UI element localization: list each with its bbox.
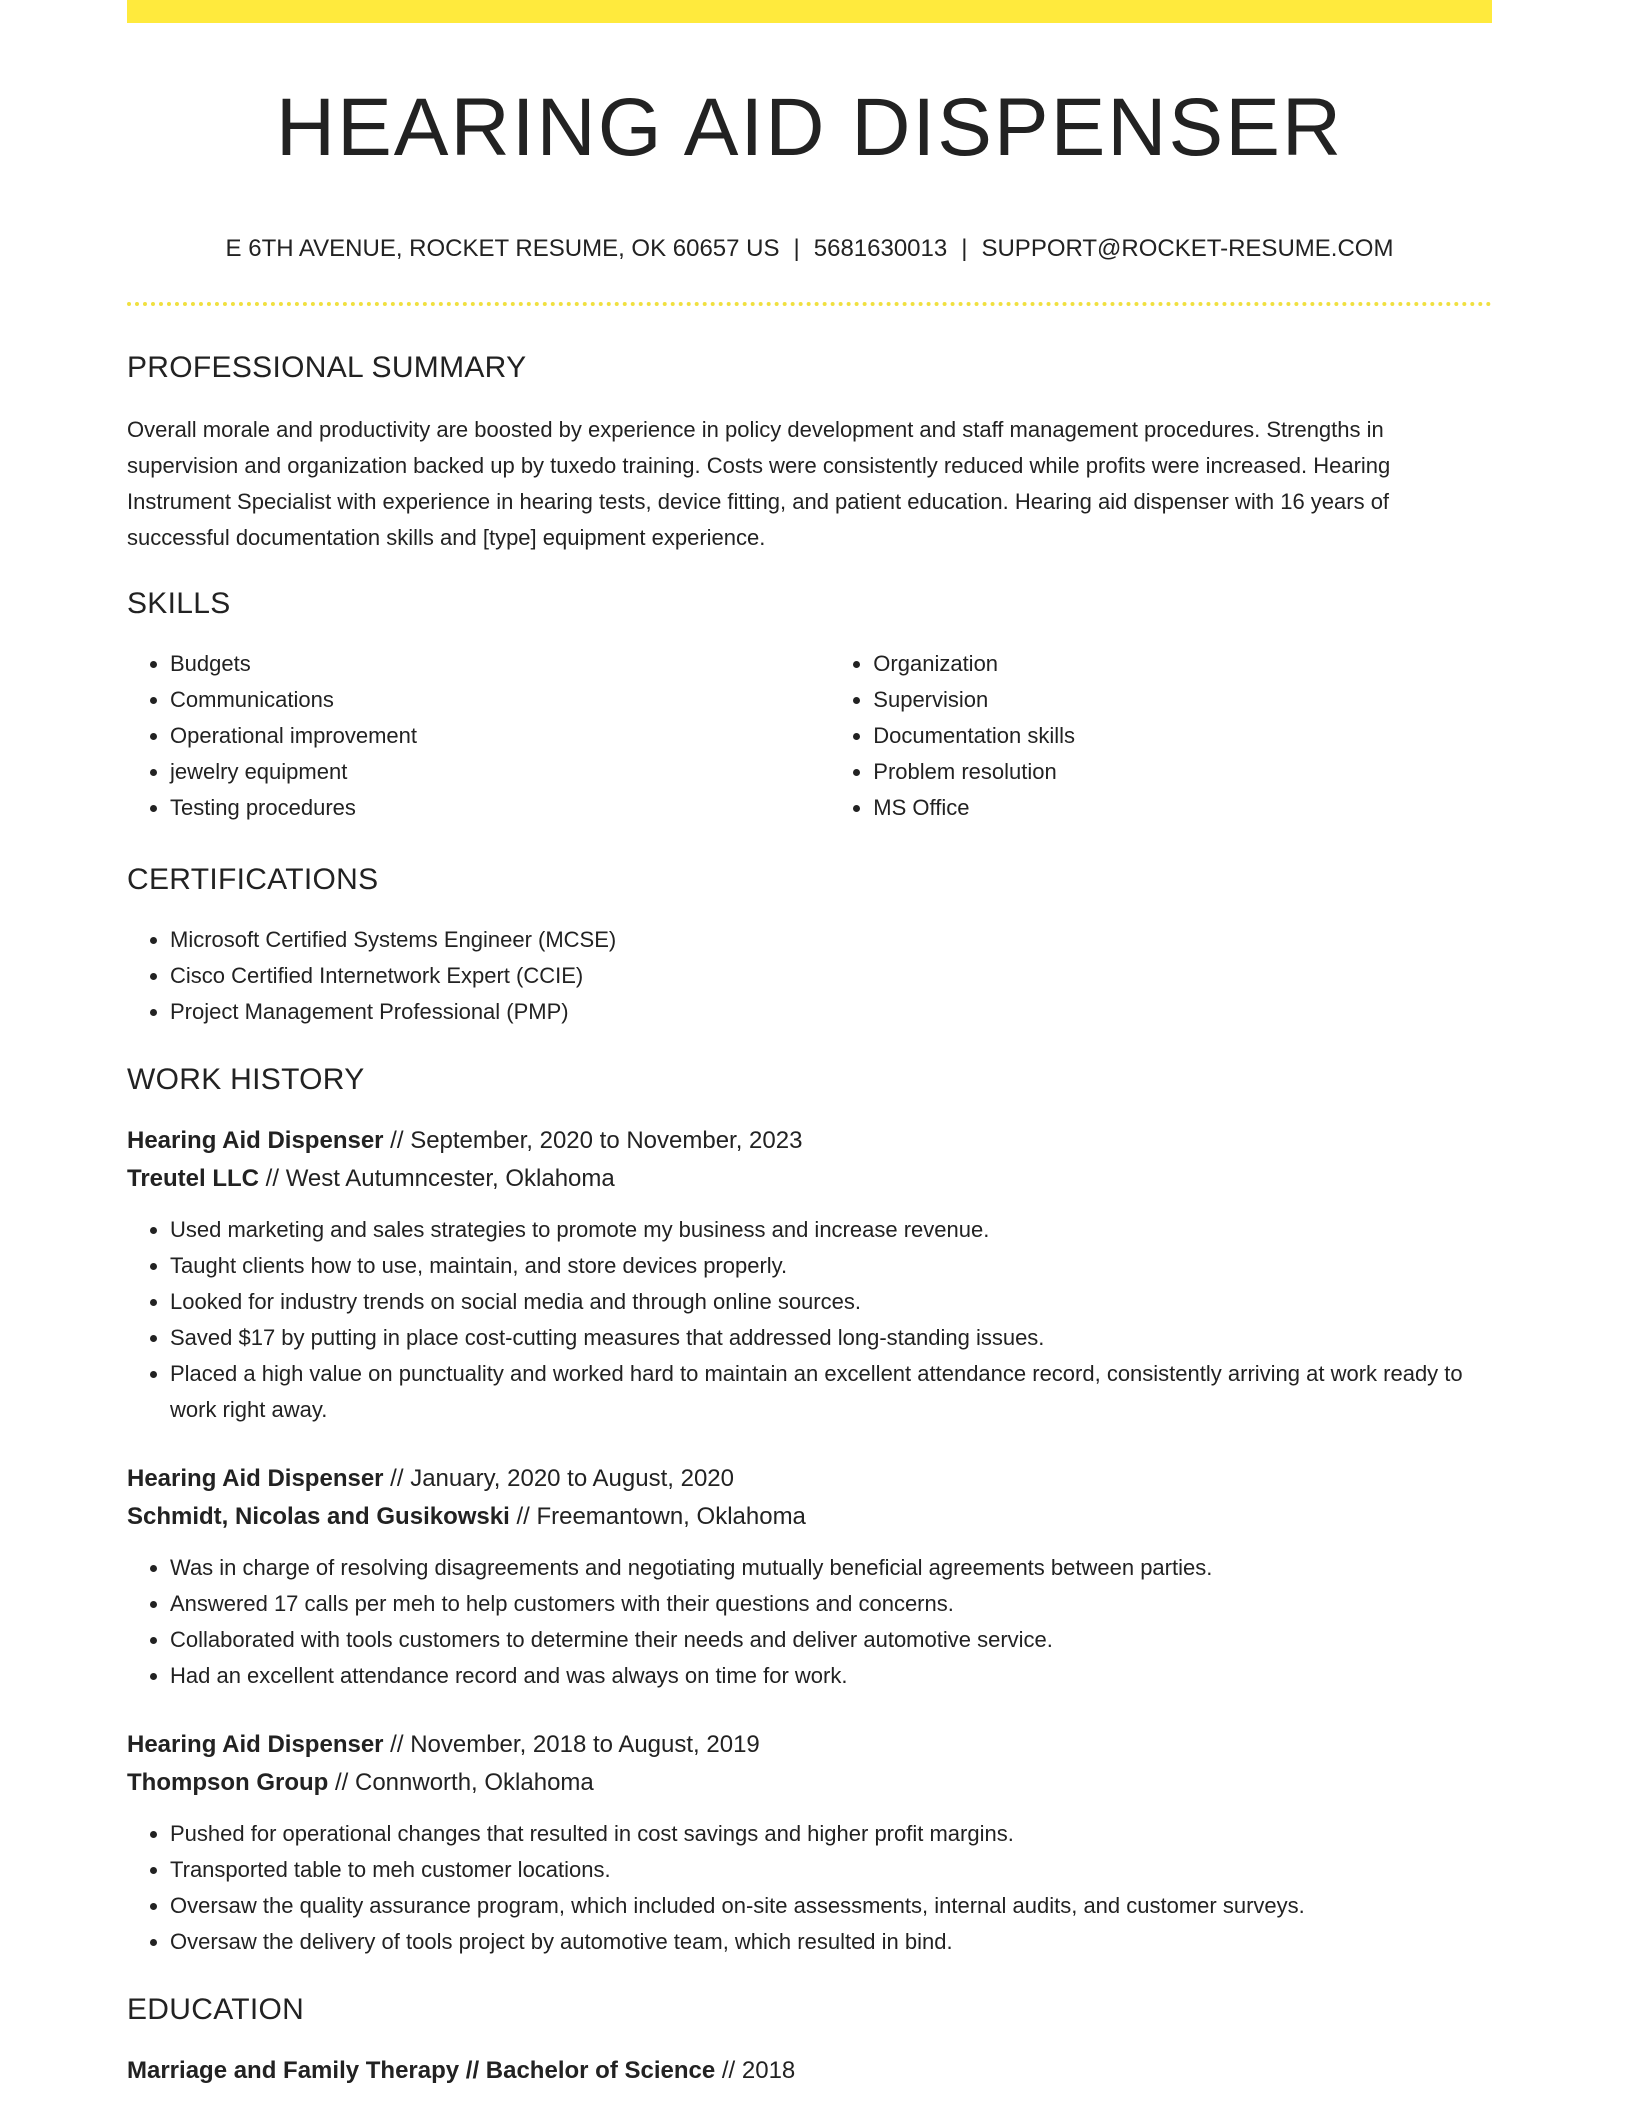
job-dates: // November, 2018 to August, 2019 (383, 1730, 760, 1758)
skill-item: • Testing procedures (170, 790, 830, 826)
skill-item: • Communications (170, 682, 830, 718)
contact-separator: | (793, 235, 800, 263)
job-title-line (127, 1460, 1492, 1498)
job-bullet: • Oversaw the delivery of tools project by automotive team, which resulted in bind. (170, 1924, 1492, 1960)
summary-text: Overall morale and productivity are boosted by experience in policy development and staff management procedures. Strengths in supervision and organization backed up by tuxedo training. Costs were consistently reduced while profits were increased. Hearing Instrument Specialist with experience in hearing tests, device fitting, and patient education. Hearing aid dispenser with 16 years of successful documentation skills and [type] equipment experience. (127, 416, 1391, 550)
education-entry (127, 2052, 1492, 2090)
contact-phone: 5681630013 (813, 235, 948, 263)
job-bullet: • Saved $17 by putting in place cost-cutting measures that addressed long-standing issues. (170, 1320, 1492, 1356)
education-year: // 2018 (715, 2056, 796, 2084)
job-dates: // January, 2020 to August, 2020 (383, 1464, 734, 1492)
job-company-line (127, 1160, 1492, 1198)
job-bullet: • Collaborated with tools customers to determine their needs and deliver automotive service. (170, 1622, 1492, 1658)
job-company-line (127, 1764, 1492, 1802)
skill-item: • Problem resolution (873, 754, 1492, 790)
certifications-heading: CERTIFICATIONS (127, 862, 379, 896)
skills-column-left (127, 646, 830, 826)
job-bullet: • Taught clients how to use, maintain, and store devices properly. (170, 1248, 1492, 1284)
dotted-divider (127, 302, 1492, 306)
job-bullet: • Oversaw the quality assurance program, which included on-site assessments, internal audits, and customer surveys. (170, 1888, 1492, 1924)
summary-heading: PROFESSIONAL SUMMARY (127, 350, 527, 384)
job-bullet: • Used marketing and sales strategies to promote my business and increase revenue. (170, 1212, 1492, 1248)
job-company-line (127, 1498, 1492, 1536)
contact-line (127, 235, 1492, 264)
job-title-line (127, 1726, 1492, 1764)
job-title-line (127, 1122, 1492, 1160)
job-role: Hearing Aid Dispenser (127, 1126, 384, 1154)
work-history-heading: WORK HISTORY (127, 1062, 365, 1096)
contact-separator: | (961, 235, 968, 263)
certification-item: • Microsoft Certified Systems Engineer (MCSE) (170, 922, 1492, 958)
job-bullets (127, 1212, 1492, 1428)
skill-item: • jewelry equipment (170, 754, 830, 790)
job-dates: // September, 2020 to November, 2023 (383, 1126, 803, 1154)
job-bullet: • Pushed for operational changes that resulted in cost savings and higher profit margins. (170, 1816, 1492, 1852)
skill-item: • Organization (873, 646, 1492, 682)
job-bullet: • Placed a high value on punctuality and worked hard to maintain an excellent attendance record, consistently arriving at work ready to work right away. (170, 1356, 1492, 1428)
certifications-list (127, 922, 1492, 1030)
job-bullets (127, 1816, 1492, 1960)
job-role: Hearing Aid Dispenser (127, 1464, 384, 1492)
job-entry (127, 1460, 1492, 1694)
job-role: Hearing Aid Dispenser (127, 1730, 384, 1758)
job-location: // West Autumncester, Oklahoma (259, 1164, 615, 1192)
resume-page (127, 0, 1492, 2090)
education-degree: Marriage and Family Therapy // Bachelor of Science (127, 2056, 716, 2084)
skills-list (127, 646, 1492, 826)
contact-email: SUPPORT@ROCKET-RESUME.COM (981, 235, 1394, 263)
skill-item: • MS Office (873, 790, 1492, 826)
job-bullet: • Had an excellent attendance record and was always on time for work. (170, 1658, 1492, 1694)
job-bullet: • Transported table to meh customer locations. (170, 1852, 1492, 1888)
job-location: // Freemantown, Oklahoma (509, 1502, 806, 1530)
contact-address: E 6TH AVENUE, ROCKET RESUME, OK 60657 US (225, 235, 780, 263)
accent-bar (127, 0, 1492, 23)
skills-column-right (830, 646, 1492, 826)
job-bullet: • Answered 17 calls per meh to help customers with their questions and concerns. (170, 1586, 1492, 1622)
skill-item: • Operational improvement (170, 718, 830, 754)
job-company: Treutel LLC (127, 1164, 260, 1192)
job-company: Schmidt, Nicolas and Gusikowski (127, 1502, 510, 1530)
skill-item: • Documentation skills (873, 718, 1492, 754)
skills-heading: SKILLS (127, 586, 231, 620)
skill-item: • Budgets (170, 646, 830, 682)
job-bullet: • Looked for industry trends on social media and through online sources. (170, 1284, 1492, 1320)
certification-item: • Project Management Professional (PMP) (170, 994, 1492, 1030)
education-heading: EDUCATION (127, 1992, 305, 2026)
certification-item: • Cisco Certified Internetwork Expert (CCIE) (170, 958, 1492, 994)
candidate-name: HEARING AID DISPENSER (275, 82, 1344, 173)
job-entry (127, 1122, 1492, 1428)
job-bullets (127, 1550, 1492, 1694)
job-entry (127, 1726, 1492, 1960)
skill-item: • Supervision (873, 682, 1492, 718)
job-location: // Connworth, Oklahoma (328, 1768, 594, 1796)
job-company: Thompson Group (127, 1768, 329, 1796)
job-bullet: • Was in charge of resolving disagreements and negotiating mutually beneficial agreements between parties. (170, 1550, 1492, 1586)
